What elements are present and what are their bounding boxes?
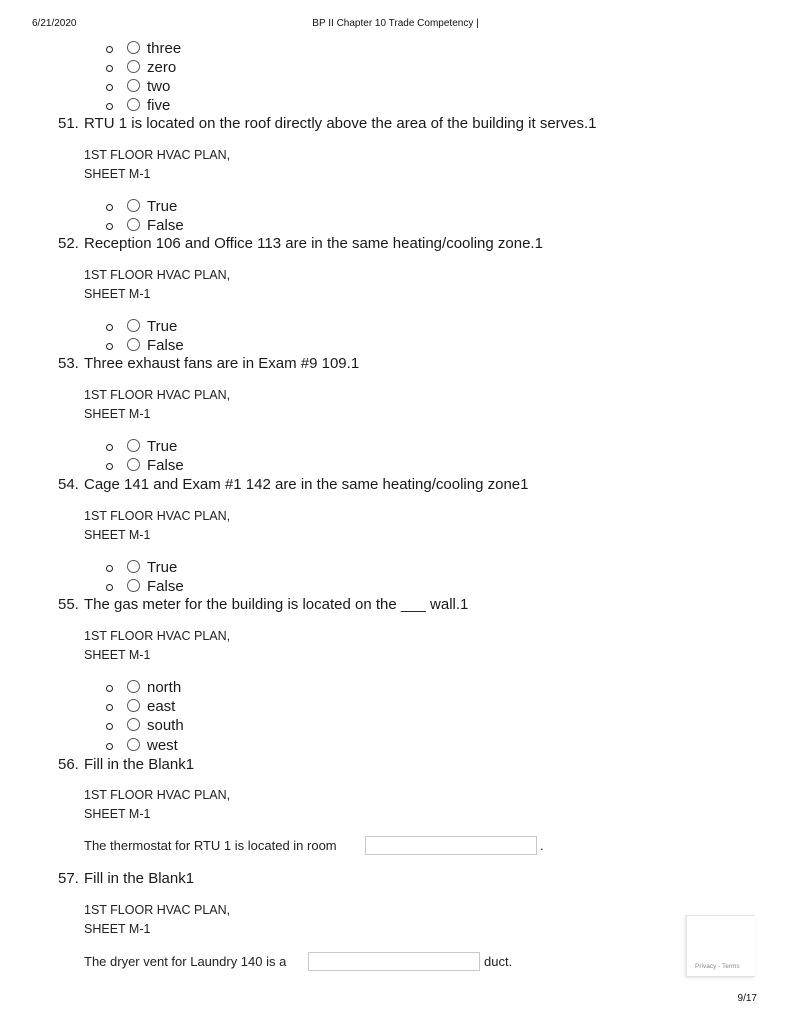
option-label: False: [147, 217, 184, 234]
option-label: False: [147, 457, 184, 474]
reference-line: SHEET M-1: [84, 528, 151, 542]
radio-button[interactable]: [127, 41, 140, 54]
radio-button[interactable]: [127, 699, 140, 712]
reference-line: SHEET M-1: [84, 648, 151, 662]
list-bullet-icon: [106, 685, 113, 692]
list-bullet-icon: [106, 463, 113, 470]
option-label: True: [147, 438, 178, 455]
option-label: False: [147, 578, 184, 595]
question-text: The gas meter for the building is located on the ___ wall.1: [84, 596, 469, 613]
question-53: [58, 355, 359, 372]
question-51: [58, 115, 597, 132]
reference-line: SHEET M-1: [84, 922, 151, 936]
radio-button[interactable]: [127, 319, 140, 332]
list-bullet-icon: [106, 223, 113, 230]
sheet-reference: [84, 266, 230, 304]
question-number: 57.: [58, 870, 79, 887]
page-number: 9/17: [737, 993, 757, 1004]
reference-line: 1ST FLOOR HVAC PLAN,: [84, 268, 231, 282]
radio-button[interactable]: [127, 579, 140, 592]
reference-line: 1ST FLOOR HVAC PLAN,: [84, 388, 231, 402]
fill-prompt: The dryer vent for Laundry 140 is a: [84, 954, 287, 969]
reference-line: SHEET M-1: [84, 167, 151, 181]
question-text: RTU 1 is located on the roof directly above the area of the building it serves.1: [84, 115, 597, 132]
question-text: Cage 141 and Exam #1 142 are in the same heating/cooling zone1: [84, 476, 529, 493]
list-bullet-icon: [106, 704, 113, 711]
radio-button[interactable]: [127, 199, 140, 212]
question-number: 51.: [58, 115, 79, 132]
sheet-reference: [84, 386, 230, 424]
radio-button[interactable]: [127, 680, 140, 693]
option-label: five: [147, 97, 171, 114]
list-bullet-icon: [106, 65, 113, 72]
sheet-reference: [84, 627, 230, 665]
list-bullet-icon: [106, 343, 113, 350]
radio-button[interactable]: [127, 560, 140, 573]
radio-button[interactable]: [127, 439, 140, 452]
question-text: Three exhaust fans are in Exam #9 109.1: [84, 355, 360, 372]
room-answer-input[interactable]: [365, 836, 537, 855]
reference-line: 1ST FLOOR HVAC PLAN,: [84, 903, 231, 917]
sheet-reference: [84, 901, 230, 939]
question-57: [58, 870, 194, 887]
reference-line: 1ST FLOOR HVAC PLAN,: [84, 509, 231, 523]
duct-answer-input[interactable]: [308, 952, 480, 971]
radio-button[interactable]: [127, 738, 140, 751]
list-bullet-icon: [106, 204, 113, 211]
option-label: zero: [147, 59, 177, 76]
recaptcha-privacy-terms[interactable]: Privacy - Terms: [695, 963, 740, 970]
option-label: True: [147, 559, 178, 576]
option-label: True: [147, 198, 178, 215]
list-bullet-icon: [106, 723, 113, 730]
option-label: three: [147, 40, 182, 57]
fill-suffix: duct.: [484, 954, 513, 969]
question-55: [58, 596, 468, 613]
question-text: Reception 106 and Office 113 are in the same heating/cooling zone.1: [84, 235, 543, 252]
reference-line: 1ST FLOOR HVAC PLAN,: [84, 629, 231, 643]
option-label: west: [147, 737, 178, 754]
print-date: 6/21/2020: [32, 18, 77, 29]
list-bullet-icon: [106, 743, 113, 750]
list-bullet-icon: [106, 103, 113, 110]
reference-line: SHEET M-1: [84, 287, 151, 301]
radio-button[interactable]: [127, 458, 140, 471]
document-title: BP II Chapter 10 Trade Competency |: [312, 18, 479, 29]
question-text: Fill in the Blank1: [84, 756, 195, 773]
sheet-reference: [84, 146, 230, 184]
option-label: two: [147, 78, 171, 95]
radio-button[interactable]: [127, 338, 140, 351]
list-bullet-icon: [106, 565, 113, 572]
fill-suffix: .: [540, 838, 544, 853]
radio-button[interactable]: [127, 79, 140, 92]
option-label: north: [147, 679, 182, 696]
sheet-reference: [84, 507, 230, 545]
radio-button[interactable]: [127, 218, 140, 231]
question-text: Fill in the Blank1: [84, 870, 195, 887]
question-number: 56.: [58, 756, 79, 773]
option-label: True: [147, 318, 178, 335]
question-number: 55.: [58, 596, 79, 613]
fill-prompt: The thermostat for RTU 1 is located in room: [84, 838, 337, 853]
list-bullet-icon: [106, 324, 113, 331]
sheet-reference: [84, 786, 230, 824]
question-number: 52.: [58, 235, 79, 252]
reference-line: SHEET M-1: [84, 807, 151, 821]
reference-line: 1ST FLOOR HVAC PLAN,: [84, 788, 231, 802]
option-label: east: [147, 698, 176, 715]
list-bullet-icon: [106, 444, 113, 451]
question-54: [58, 476, 528, 493]
option-label: False: [147, 337, 184, 354]
radio-button[interactable]: [127, 718, 140, 731]
list-bullet-icon: [106, 584, 113, 591]
radio-button[interactable]: [127, 98, 140, 111]
question-56: [58, 756, 194, 773]
recaptcha-badge[interactable]: [686, 915, 755, 977]
reference-line: SHEET M-1: [84, 407, 151, 421]
radio-button[interactable]: [127, 60, 140, 73]
reference-line: 1ST FLOOR HVAC PLAN,: [84, 148, 231, 162]
list-bullet-icon: [106, 46, 113, 53]
question-52: [58, 235, 543, 252]
list-bullet-icon: [106, 84, 113, 91]
option-label: south: [147, 717, 184, 734]
question-number: 54.: [58, 476, 79, 493]
question-number: 53.: [58, 355, 79, 372]
